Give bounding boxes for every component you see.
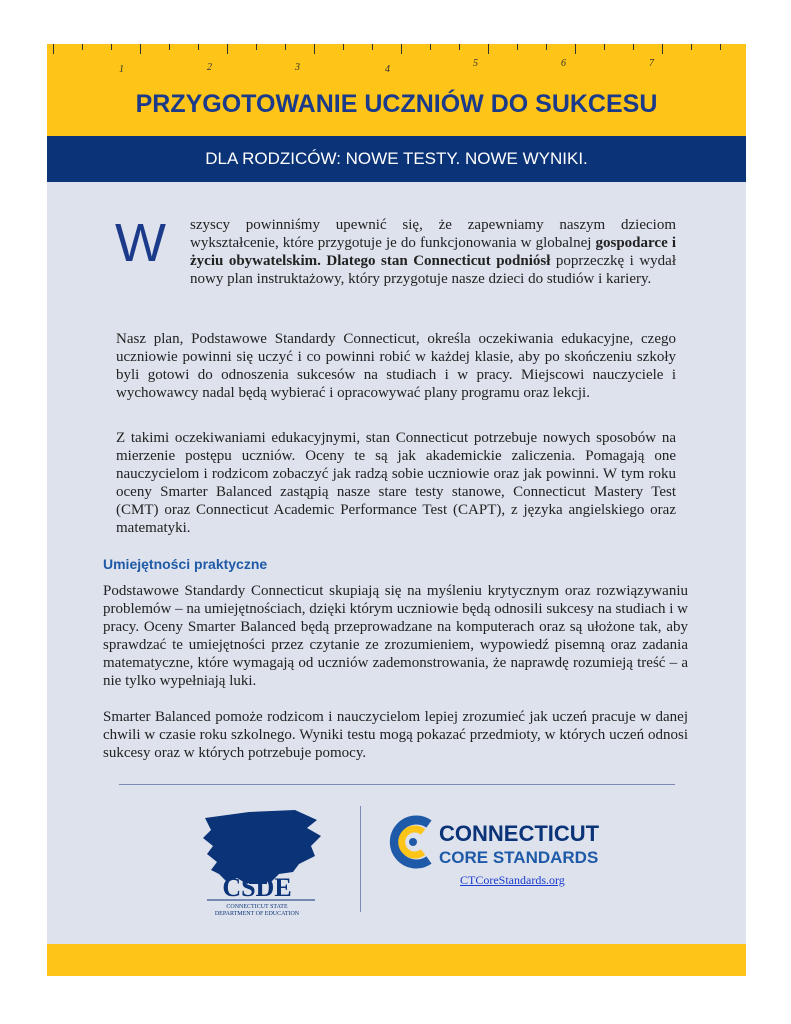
ruler-number: 3 [295, 62, 300, 73]
csde-line1: CONNECTICUT STATE [226, 904, 288, 910]
ruler-tick [575, 44, 576, 54]
divider-line [119, 784, 675, 785]
intro-text-start: szyscy powinniśmy upewnić się, że zapewniamy naszym dzieciom wykształcenie, które przygotuje je do funkcjonowania w globalnej [190, 217, 676, 251]
ct-core-standards-logo [385, 814, 615, 870]
paragraph-assessments: Z takimi oczekiwaniami edukacyjnymi, stan Connecticut potrzebuje nowych sposobów na mierzenie postępu uczniów. Oceny te są jak akademickie zaliczenia. Pomagają one nauczycielom i rodzicom zobaczyć jak radzą sobie uczniowie oraz jak powinni. W tym roku oceny Smarter Balanced zastąpią nasze stare testy stanowe, Connecticut Mastery Test (CMT) oraz Connecticut Academic Performance Test (CAPT), z języka angielskiego oraz matematyki. [116, 430, 676, 536]
ruler-tick [488, 44, 489, 54]
ruler-banner [47, 44, 746, 136]
intro-bold-text: gospodarce i życiu obywatelskim. Dlatego stan Connecticut podniósł [190, 235, 676, 269]
ct-c-logo-icon [394, 820, 429, 864]
ruler-tick [285, 44, 286, 50]
csde-logo [197, 808, 333, 918]
logo-divider [360, 806, 361, 912]
drop-cap: W [115, 213, 166, 273]
ruler-tick [256, 44, 257, 50]
ruler-tick [53, 44, 54, 54]
intro-paragraph [190, 216, 676, 288]
ruler-tick [82, 44, 83, 50]
ruler-tick [343, 44, 344, 50]
intro-text-end: poprzeczkę i wydał nowy plan instruktażowy, który przygotuje nasze dzieci do studiów i kariery. [190, 253, 676, 287]
ruler-tick [720, 44, 721, 50]
ct-logo-line2: CORE STANDARDS [439, 848, 599, 867]
ruler-number: 2 [207, 62, 212, 73]
paragraph-plan: Nasz plan, Podstawowe Standardy Connecticut, określa oczekiwania edukacyjne, czego uczniowie powinni się uczyć i co powinni robić w każdej klasie, aby po skończeniu szkoły byli gotowi do odnoszenia sukcesów na studiach i w pracy. Miejscowi nauczyciele i wychowawcy nadal będą wybierać i opracowywać plany programu oraz lekcji. [116, 331, 676, 401]
ruler-number: 6 [561, 58, 566, 69]
ruler-number: 5 [473, 58, 478, 69]
page-subtitle: DLA RODZICÓW: NOWE TESTY. NOWE WYNIKI. [205, 149, 588, 168]
ruler-tick [169, 44, 170, 50]
ruler-tick [111, 44, 112, 50]
ruler-tick [140, 44, 141, 54]
csde-line2: DEPARTMENT OF EDUCATION [214, 911, 300, 917]
paragraph-skills: Podstawowe Standardy Connecticut skupiają się na myśleniu krytycznym oraz rozwiązywaniu problemów – na umiejętnościach, dzięki którym uczniowie będą odnosili sukcesy na studiach i w pracy. Oceny Smarter Balanced będą przeprowadzane na komputerach oraz są ułożone tak, aby sprawdzać te umiejętności przez czytanie ze zrozumieniem, wypowiedź pisemną oraz zadania matematyczne, które wymagają od uczniów zademonstrowania, że naprawdę rozumieją treść – a nie tylko wypełniają luki. [103, 583, 688, 689]
paragraph-smarter-balanced: Smarter Balanced pomoże rodzicom i nauczycielom lepiej zrozumieć jak uczeń pracuje w danej chwili w czasie roku szkolnego. Wyniki testu mogą pokazać przedmioty, w których uczeń odnosi sukcesy oraz w których potrzebuje pomocy. [103, 709, 688, 761]
section-heading: Umiejętności praktyczne [103, 556, 268, 572]
ruler-number: 7 [649, 58, 654, 69]
ruler-tick [227, 44, 228, 54]
ruler-tick [372, 44, 373, 50]
ruler-tick [401, 44, 402, 54]
ruler-tick [546, 44, 547, 50]
ct-logo-line1: CONNECTICUT [439, 821, 600, 846]
ruler-tick [662, 44, 663, 54]
ruler-number: 4 [385, 64, 390, 75]
csde-wordmark: CSDE [222, 873, 292, 902]
footer-band [47, 944, 746, 976]
ruler-tick [517, 44, 518, 50]
ruler-tick [430, 44, 431, 50]
page-title: PRZYGOTOWANIE UCZNIÓW DO SUKCESU [135, 90, 658, 118]
ruler-tick [314, 44, 315, 54]
ruler-tick [633, 44, 634, 50]
ruler-tick [198, 44, 199, 50]
ct-core-standards-link[interactable]: CTCoreStandards.org [460, 873, 565, 887]
ruler-tick [691, 44, 692, 50]
page-sheet [47, 44, 746, 976]
ruler-number: 1 [119, 64, 124, 75]
ruler-tick [604, 44, 605, 50]
ruler-tick [459, 44, 460, 50]
